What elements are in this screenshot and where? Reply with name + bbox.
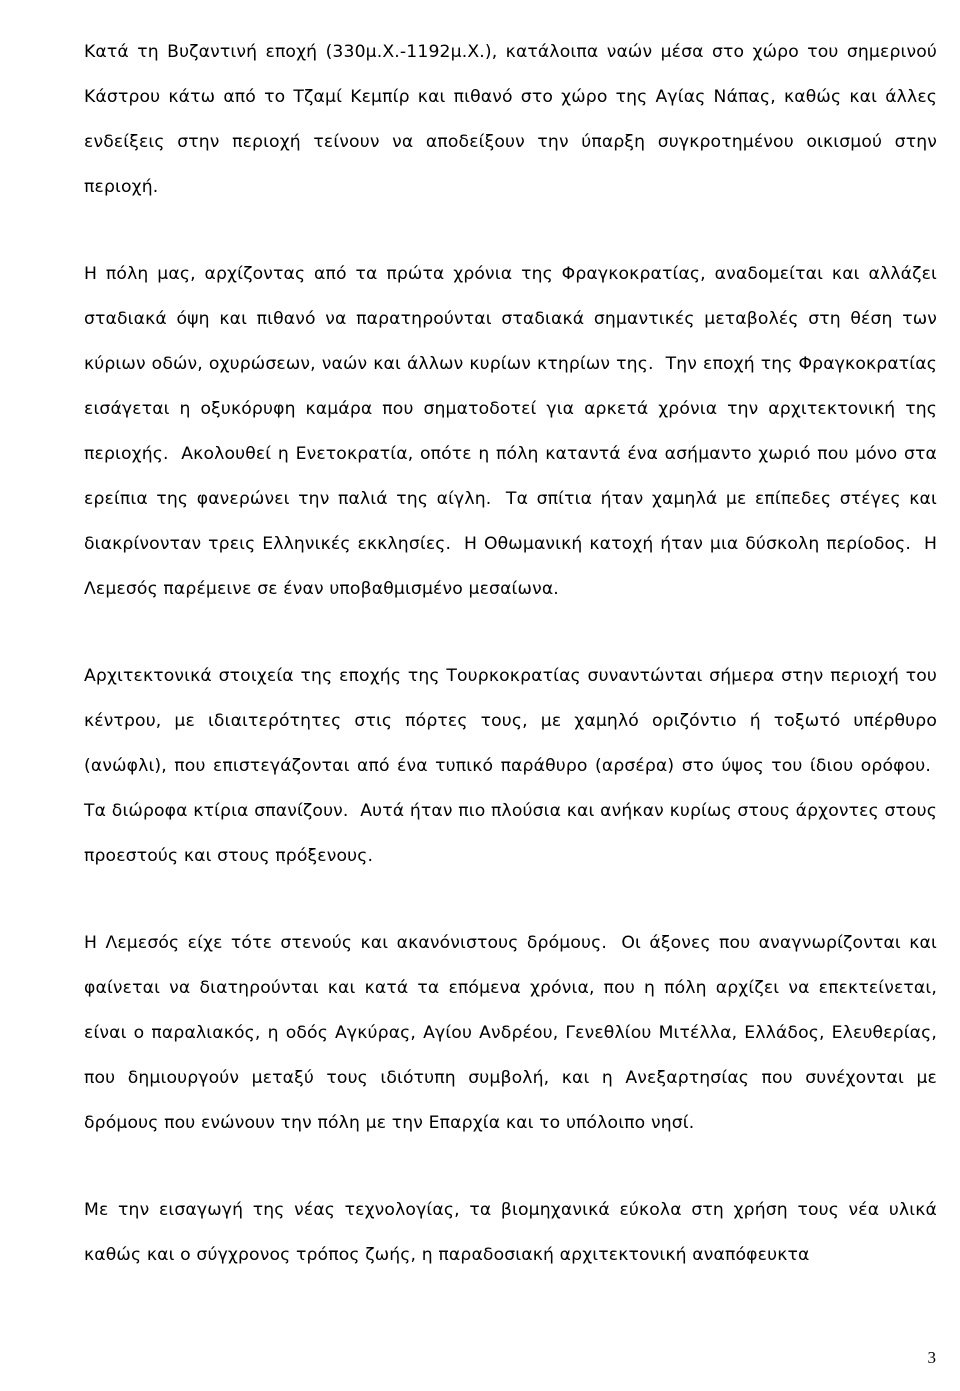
paragraph-byzantine-era: [84, 30, 937, 210]
sentence: Οι άξονες που αναγνωρίζονται και φαίνεται να διατηρούνται και κατά τα επόμενα χρόνια, που η πόλη αρχίζει να επεκτείνεται, είναι ο παραλιακός, η οδός Αγκύρας, Αγίου Ανδρέου, Γενεθλίου Μιτέλλα, Ελλάδος, Ελευθερίας, που δημιουργούν μεταξύ τους ιδιότυπη συμβολή, και η Ανεξαρτησίας που συνέχονται με δρόμους που ενώνουν την πόλη με την Επαρχία και το υπόλοιπο νησί.: [84, 933, 937, 1133]
document-body: [84, 30, 937, 1320]
sentence: Η Οθωμανική κατοχή ήταν μια δύσκολη περίοδος.: [464, 534, 912, 554]
sentence: Αυτά ήταν πιο πλούσια και ανήκαν κυρίως στους άρχοντες στους προεστούς και στους πρόξενους.: [84, 801, 937, 866]
paragraph-streets: [84, 921, 937, 1146]
sentence: Η Λεμεσός παρέμεινε σε έναν υποβαθμισμένο μεσαίωνα.: [84, 534, 938, 599]
paragraph-ottoman-architecture: [84, 654, 937, 879]
sentence: Τα διώροφα κτίρια σπανίζουν.: [84, 801, 349, 821]
sentence: Αρχιτεκτονικά στοιχεία της εποχής της Τουρκοκρατίας συναντώνται σήμερα στην περιοχή του κέντρου, με ιδιαιτερότητες στις πόρτες τους, με χαμηλό οριζόντιο ή τοξωτό υπέρθυρο (ανώφλι), που επιστεγάζονται από ένα τυπικό παράθυρο (αρσέρα) στο ύψος του ίδιου ορόφου.: [84, 666, 937, 776]
sentence: Κατά τη Βυζαντινή εποχή (330μ.Χ.-1192μ.Χ.), κατάλοιπα ναών μέσα στο χώρο του σημερινού Κάστρου κάτω από το Τζαμί Κεμπίρ και πιθανό στο χώρο της Αγίας Νάπας, καθώς και άλλες ενδείξεις στην περιοχή τείνουν να αποδείξουν την ύπαρξη συγκροτημένου οικισμού στην περιοχή.: [84, 42, 937, 197]
sentence: Την εποχή της Φραγκοκρατίας εισάγεται η οξυκόρυφη καμάρα που σηματοδοτεί για αρκετά χρόνια την αρχιτεκτονική της περιοχής.: [84, 354, 937, 464]
sentence: Η πόλη μας, αρχίζοντας από τα πρώτα χρόνια της Φραγκοκρατίας, αναδομείται και αλλάζει σταδιακά όψη και πιθανό να παρατηρούνται σταδιακά σημαντικές μεταβολές στη θέση των κύριων οδών, οχυρώσεων, ναών και άλλων κυρίων κτηρίων της.: [84, 264, 937, 374]
page-number: 3: [927, 1348, 936, 1367]
sentence: Η Λεμεσός είχε τότε στενούς και ακανόνιστους δρόμους.: [84, 933, 607, 953]
sentence: Ακολουθεί η Ενετοκρατία, οπότε η πόλη καταντά ένα ασήμαντο χωριό που μόνο στα ερείπια της φανερώνει την παλιά της αίγλη.: [84, 444, 937, 509]
sentence: Με την εισαγωγή της νέας τεχνολογίας, τα βιομηχανικά εύκολα στη χρήση τους νέα υλικά καθώς και ο σύγχρονος τρόπος ζωής, η παραδοσιακή αρχιτεκτονική αναπόφευκτα: [84, 1200, 937, 1265]
sentence: Τα σπίτια ήταν χαμηλά με επίπεδες στέγες και διακρίνονταν τρεις Ελληνικές εκκλησίες.: [84, 489, 937, 554]
paragraph-new-technology: [84, 1188, 937, 1278]
paragraph-frankish-venetian-ottoman: [84, 252, 937, 612]
